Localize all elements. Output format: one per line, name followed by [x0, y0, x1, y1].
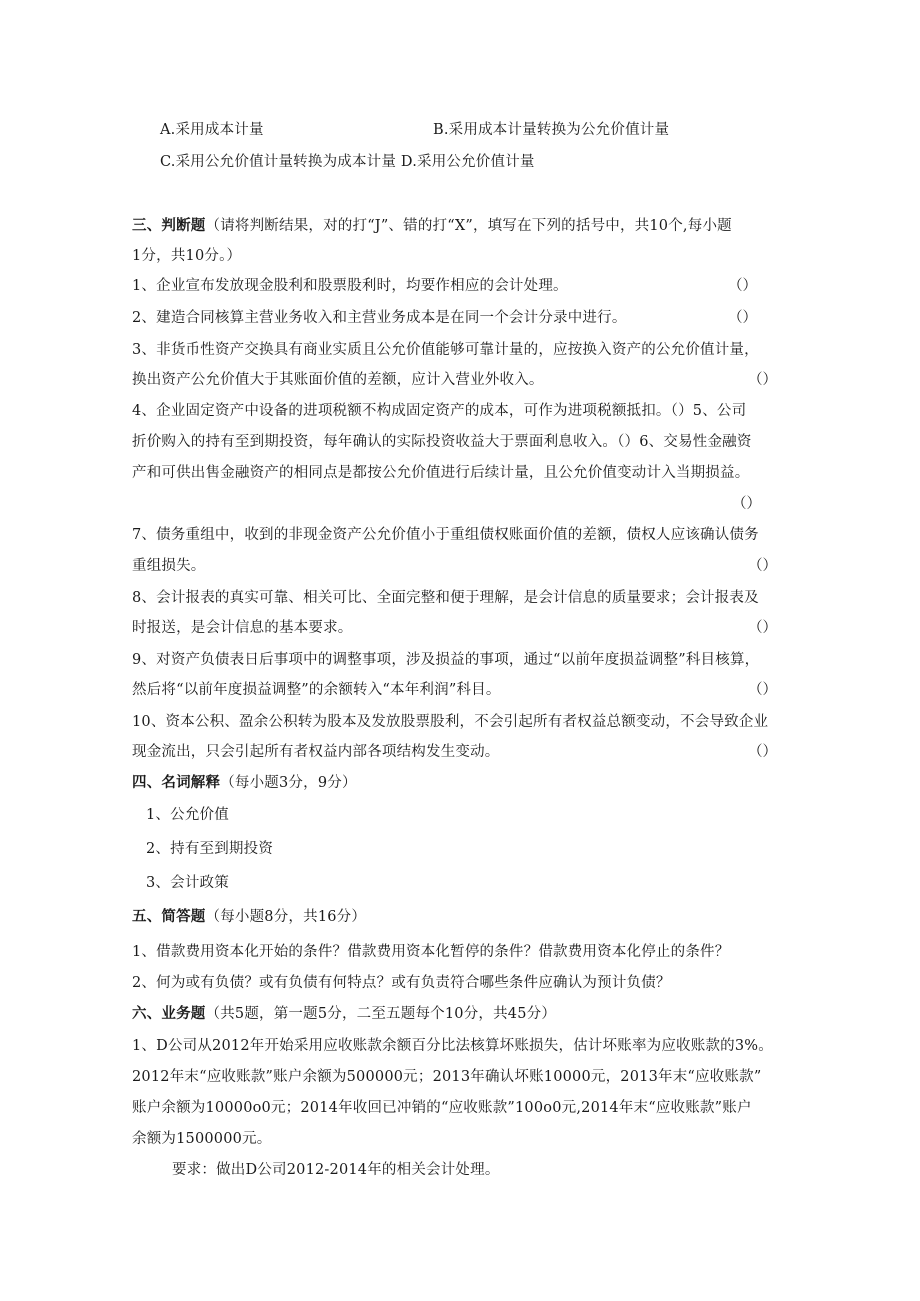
answer-paren-1: （）: [728, 278, 757, 294]
section3-instructions: （请将判断结果，对的打“J”、错的打“X”，填写在下列的括号中，共10个,每小题: [205, 218, 732, 234]
answer-paren-7: （）: [748, 558, 777, 574]
short-question-1: 1、借款费用资本化开始的条件？借款费用资本化暂停的条件？借款费用资本化停止的条件？: [132, 944, 730, 960]
term-1: 1、公允价值: [146, 807, 229, 823]
judge-question-5-line: 折价购入的持有至到期投资，每年确认的实际投资收益大于票面利息收入。（）6、交易性金融资: [132, 434, 752, 450]
problem-1-requirement: 要求：做出D公司2012-2014年的相关会计处理。: [172, 1162, 500, 1178]
option-b: B.采用成本计量转换为公允价值计量: [433, 122, 670, 138]
section6-instructions: （共5题，第一题5分，二至五题每个10分，共45分）: [205, 1006, 557, 1022]
section3-instructions-line1: [132, 216, 732, 236]
problem-1-line4: 余额为1500000元。: [132, 1131, 272, 1147]
section4-heading: 四、名词解释: [132, 775, 221, 791]
judge-question-9-line2: 然后将“以前年度损益调整”的余额转入“本年利润”科目。: [132, 682, 501, 698]
problem-1-line3: 账户余额为10000o0元；2014年收回已冲销的“应收账款”100o0元,2014年末“应收账款”账户: [132, 1100, 752, 1116]
problem-1-line1: 1、D公司从2012年开始采用应收账款余额百分比法核算坏账损失，估计坏账率为应收账款的3%。: [132, 1038, 773, 1054]
term-2: 2、持有至到期投资: [146, 841, 274, 857]
judge-question-1: 1、企业宣布发放现金股利和股票股利时，均要作相应的会计处理。: [132, 278, 568, 294]
judge-question-7-line1: 7、债务重组中，收到的非现金资产公允价值小于重组债权账面价值的差额，债权人应该确认债务: [132, 527, 759, 543]
judge-question-4-line1: 4、企业固定资产中设备的进项税额不构成固定资产的成本，可作为进项税额抵扣。（）5、公司: [132, 403, 747, 419]
section6-heading: 六、业务题: [132, 1006, 206, 1022]
answer-paren-3: （）: [748, 372, 777, 388]
judge-question-10-line1: 10、资本公积、盈余公积转为股本及发放股票股利，不会引起所有者权益总额变动，不会导致企业: [132, 714, 769, 730]
answer-paren-10: （）: [748, 744, 777, 760]
section5-title: [132, 907, 366, 927]
section4-title: [132, 773, 357, 793]
option-c-d: C.采用公允价值计量转换为成本计量 D.采用公允价值计量: [160, 154, 535, 170]
term-3: 3、会计政策: [146, 875, 229, 891]
answer-paren-9: （）: [748, 682, 777, 698]
judge-question-3-line2: 换出资产公允价值大于其账面价值的差额，应计入营业外收入。: [132, 372, 544, 388]
section6-title: [132, 1004, 556, 1024]
option-a: A.采用成本计量: [160, 122, 264, 138]
problem-1-line2: 2012年末“应收账款”账户余额为500000元；2013年确认坏账10000元，2013年末“应收账款”: [132, 1069, 762, 1085]
section5-instructions: （每小题8分，共16分）: [205, 909, 367, 925]
section3-heading: 三、判断题: [132, 218, 206, 234]
answer-paren-8: （）: [748, 620, 777, 636]
judge-question-7-line2: 重组损失。: [132, 558, 206, 574]
judge-question-8-line1: 8、会计报表的真实可靠、相关可比、全面完整和便于理解，是会计信息的质量要求；会计报表及: [132, 590, 759, 606]
judge-question-10-line2: 现金流出，只会引起所有者权益内部各项结构发生变动。: [132, 744, 500, 760]
section3-instructions-line2: 1分，共10分。）: [132, 248, 242, 264]
judge-question-9-line1: 9、对资产负债表日后事项中的调整事项，涉及损益的事项，通过“以前年度损益调整”科目核算，: [132, 652, 760, 668]
judge-question-3-line1: 3、非货币性资产交换具有商业实质且公允价值能够可靠计量的，应按换入资产的公允价值计量，: [132, 342, 759, 358]
judge-question-8-line2: 时报送，是会计信息的基本要求。: [132, 620, 353, 636]
judge-question-6-line: 产和可供出售金融资产的相同点是都按公允价值进行后续计量，且公允价值变动计入当期损益。: [132, 465, 750, 481]
answer-paren-6: （）: [732, 496, 761, 512]
answer-paren-2: （）: [728, 310, 757, 326]
section5-heading: 五、简答题: [132, 909, 206, 925]
short-question-2: 2、何为或有负债？或有负债有何特点？或有负责符合哪些条件应确认为预计负债？: [132, 975, 671, 991]
judge-question-2: 2、建造合同核算主营业务收入和主营业务成本是在同一个会计分录中进行。: [132, 310, 627, 326]
section4-instructions: （每小题3分，9分）: [220, 775, 357, 791]
